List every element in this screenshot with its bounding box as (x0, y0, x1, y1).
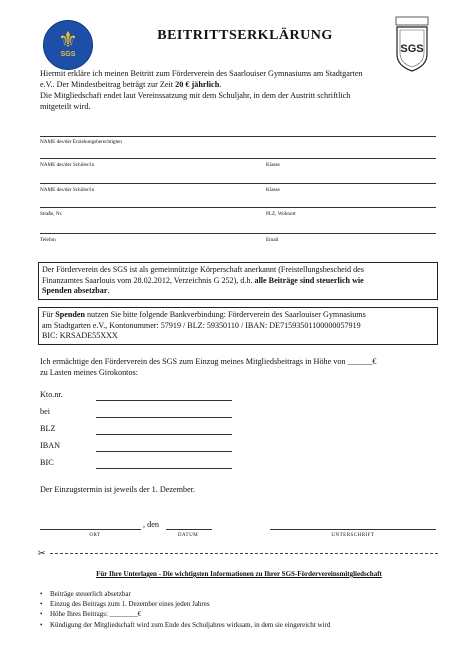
intro-line-2: e.V.. Der Mindestbeitrag beträgt zur Zeit 20 € jährlich. (40, 80, 222, 89)
date-field[interactable] (166, 529, 212, 530)
student1-line[interactable] (40, 158, 436, 159)
bank-info-line-3: BIC: KRSADE55XXX (42, 331, 118, 340)
info-title: Für Ihre Unterlagen - Die wichtigsten Informationen zu Ihrer SGS-Fördervereinsmitgliedschaft (96, 570, 382, 578)
bic-label: BIC (40, 458, 54, 467)
tax-info-box (38, 262, 438, 300)
bank-info-line-1: Für Spenden nutzen Sie bitte folgende Bankverbindung: Förderverein des Saarlouiser Gymnasiums (42, 310, 366, 319)
date-label: DATUM (177, 533, 199, 538)
bic-field[interactable] (96, 468, 232, 469)
place-field[interactable] (40, 529, 141, 530)
info-item: • Beiträge steuerlich absetzbar (40, 589, 440, 599)
bank-info-box (38, 307, 438, 345)
signature-label: UNTERSCHRIFT (331, 533, 375, 538)
cut-line (50, 553, 438, 554)
guardian-name-line[interactable] (40, 136, 436, 137)
tax-info-line-2: Finanzamtes Saarlouis vom 28.02.2012, Verzeichnis G 252), d.h. alle Beiträge sind steuerlich wie (42, 275, 364, 285)
bank-info-line-2: am Stadtgarten e.V., Kontonummer: 57919 / BLZ: 59350110 / IBAN: DE71593501100000057919 (42, 320, 361, 330)
comma-den: , den (143, 520, 159, 529)
student2-label: NAME des/der Schüler/in (40, 187, 95, 193)
fleur-de-lis-icon: ⚜ (58, 27, 78, 52)
school-crest-logo (395, 16, 429, 72)
info-item: • Kündigung der Mitgliedschaft wird zum Ende des Schuljahres wirksam, in dem sie eingereicht wird (40, 620, 440, 630)
bank-name-field[interactable] (96, 417, 232, 418)
class2-label: Klasse (266, 187, 280, 193)
school-logo-left (43, 20, 93, 70)
mandate-line-2: zu Lasten meines Girokontos: (40, 368, 139, 377)
student2-line[interactable] (40, 183, 436, 184)
logo-left-text: SGS (60, 51, 76, 58)
blz-field[interactable] (96, 434, 232, 435)
intro-line-4: mitgeteilt wird. (40, 102, 91, 111)
mandate-line-1: Ich ermächtige den Förderverein des SGS zum Einzug meines Mitgliedsbeitrags in Höhe von ______€ (40, 357, 377, 366)
phone-label: Telefon (40, 237, 56, 243)
page-title: BEITRITTSERKLÄRUNG (157, 28, 333, 43)
mandate-text (40, 356, 450, 378)
address-line[interactable] (40, 207, 436, 208)
intro-line-1: Hiermit erkläre ich meinen Beitritt zum Förderverein des Saarlouiser Gymnasiums am Stadtgarten (40, 69, 363, 78)
zip-city-label: PLZ, Wohnort (266, 211, 296, 217)
class1-label: Klasse (266, 162, 280, 168)
street-label: Straße, Nr. (40, 211, 63, 217)
crest-text: SGS (400, 43, 424, 55)
guardian-name-label: NAME des/der Erziehungsberechtigten (40, 139, 122, 145)
account-number-field[interactable] (96, 400, 232, 401)
debit-date-note: Der Einzugstermin ist jeweils der 1. Dezember. (40, 485, 196, 494)
contact-line[interactable] (40, 233, 436, 234)
signature-field[interactable] (270, 529, 436, 530)
blz-label: BLZ (40, 424, 56, 433)
iban-field[interactable] (96, 451, 232, 452)
tax-info-line-3: Spenden absetzbar. (42, 286, 110, 295)
info-item: • Einzug des Beitrags zum 1. Dezember eines jeden Jahres (40, 599, 440, 609)
info-item: • Höhe Ihres Beitrags: ________€ (40, 609, 440, 619)
account-number-label: Kto.nr. (40, 390, 63, 399)
iban-label: IBAN (40, 441, 61, 450)
tax-info-line-1: Der Förderverein des SGS ist als gemeinnützige Körperschaft anerkannt (Freistellungsbescheid des (42, 265, 364, 274)
intro-line-3: Die Mitgliedschaft endet laut Vereinssatzung mit dem Schuljahr, in dem der Austritt schriftlich (40, 91, 351, 100)
info-list (40, 589, 440, 630)
scissors-icon: ✂ (38, 548, 46, 558)
place-label: ORT (89, 533, 101, 538)
bank-name-label: bei (40, 407, 51, 416)
intro-text (40, 68, 440, 112)
email-label: Email (266, 237, 279, 243)
student1-label: NAME des/der Schüler/in (40, 162, 95, 168)
